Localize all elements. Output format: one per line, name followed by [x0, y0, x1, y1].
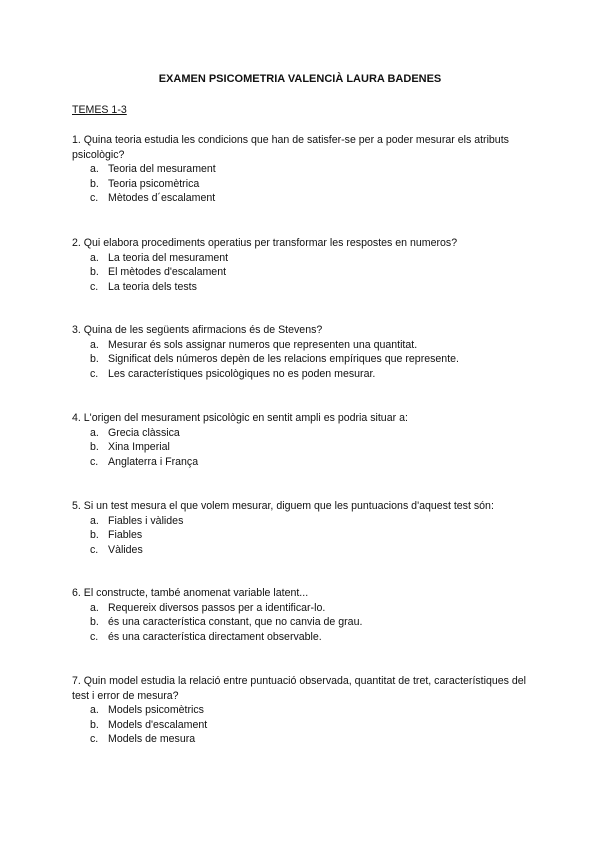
option-letter: c. — [90, 280, 99, 293]
option-letter: c. — [90, 455, 99, 468]
option-text: Teoria psicomètrica — [108, 177, 200, 190]
answer-option-c — [72, 732, 532, 747]
option-letter: b. — [90, 441, 99, 454]
question-text: 7. Quin model estudia la relació entre puntuació observada, quantitat de tret, característiques del test i error de mesura? — [72, 675, 527, 702]
question-4 — [72, 411, 532, 469]
answer-options — [72, 514, 532, 558]
option-text: Fiables i vàlides — [108, 514, 184, 527]
option-letter: a. — [90, 514, 99, 527]
answer-option-c — [72, 280, 532, 295]
option-letter: b. — [90, 616, 99, 629]
option-text: Models de mesura — [108, 733, 196, 746]
option-text: Fiables — [108, 529, 143, 542]
option-text: El mètodes d'escalament — [108, 266, 227, 279]
answer-option-b — [72, 352, 532, 367]
option-text: Significat dels números depèn de les relacions empíriques que represente. — [108, 353, 459, 366]
answer-option-c — [72, 191, 532, 206]
answer-option-a — [72, 251, 532, 266]
answer-options — [72, 601, 532, 645]
answer-option-b — [72, 615, 532, 630]
answer-option-a — [72, 338, 532, 353]
answer-option-a — [72, 426, 532, 441]
option-text: Anglaterra i França — [108, 455, 199, 468]
question-1 — [72, 133, 532, 206]
option-letter: a. — [90, 601, 99, 614]
answer-option-b — [72, 718, 532, 733]
question-text: 2. Qui elabora procediments operatius per transformar les respostes en numeros? — [72, 237, 458, 249]
option-text: Models d'escalament — [108, 718, 208, 731]
answer-options — [72, 251, 532, 295]
answer-option-b — [72, 440, 532, 455]
answer-option-c — [72, 367, 532, 382]
option-letter: c. — [90, 733, 99, 746]
option-letter: b. — [90, 353, 99, 366]
answer-options — [72, 703, 532, 747]
exam-title: EXAMEN PSICOMETRIA VALENCIÀ LAURA BADENES — [158, 73, 442, 85]
option-letter: b. — [90, 718, 99, 731]
answer-options — [72, 426, 532, 470]
answer-option-b — [72, 265, 532, 280]
answer-option-a — [72, 703, 532, 718]
question-text: 4. L'origen del mesurament psicològic en sentit ampli es podria situar a: — [72, 412, 408, 424]
option-text: Les característiques psicològiques no es poden mesurar. — [108, 367, 376, 380]
question-5 — [72, 499, 532, 557]
question-text: 5. Si un test mesura el que volem mesurar, diguem que les puntuacions d'aquest test són: — [72, 500, 494, 512]
option-text: Grecia clàssica — [108, 426, 180, 439]
option-text: Xina Imperial — [108, 441, 170, 454]
option-text: Mètodes d´escalament — [108, 192, 216, 205]
option-letter: a. — [90, 163, 99, 176]
question-7 — [72, 674, 532, 747]
answer-options — [72, 162, 532, 206]
answer-option-a — [72, 601, 532, 616]
option-text: és una característica directament observable. — [108, 630, 322, 643]
option-letter: c. — [90, 192, 99, 205]
answer-option-b — [72, 177, 532, 192]
option-text: Requereix diversos passos per a identificar-lo. — [108, 601, 326, 614]
option-letter: b. — [90, 266, 99, 279]
option-letter: b. — [90, 177, 99, 190]
answer-options — [72, 338, 532, 382]
question-2 — [72, 236, 532, 294]
option-letter: b. — [90, 529, 99, 542]
answer-option-c — [72, 543, 532, 558]
answer-option-b — [72, 528, 532, 543]
option-text: és una característica constant, que no canvia de grau. — [108, 616, 363, 629]
option-text: La teoria dels tests — [108, 280, 197, 293]
option-text: La teoria del mesurament — [108, 251, 229, 264]
option-text: Models psicomètrics — [108, 704, 204, 717]
answer-option-c — [72, 455, 532, 470]
option-letter: a. — [90, 251, 99, 264]
option-letter: a. — [90, 704, 99, 717]
question-6 — [72, 586, 532, 644]
question-text: 1. Quina teoria estudia les condicions que han de satisfer-se per a poder mesurar els atributs psicològic? — [72, 134, 509, 161]
answer-option-a — [72, 162, 532, 177]
question-text: 6. El constructe, també anomenat variable latent... — [72, 587, 309, 599]
question-3 — [72, 323, 532, 381]
section-heading: TEMES 1-3 — [72, 104, 127, 116]
option-text: Teoria del mesurament — [108, 163, 216, 176]
option-letter: a. — [90, 338, 99, 351]
option-letter: c. — [90, 367, 99, 380]
answer-option-c — [72, 630, 532, 645]
option-text: Vàlides — [108, 543, 143, 556]
question-text: 3. Quina de les següents afirmacions és de Stevens? — [72, 324, 323, 336]
answer-option-a — [72, 514, 532, 529]
option-text: Mesurar és sols assignar numeros que representen una quantitat. — [108, 338, 418, 351]
option-letter: c. — [90, 543, 99, 556]
option-letter: a. — [90, 426, 99, 439]
option-letter: c. — [90, 630, 99, 643]
